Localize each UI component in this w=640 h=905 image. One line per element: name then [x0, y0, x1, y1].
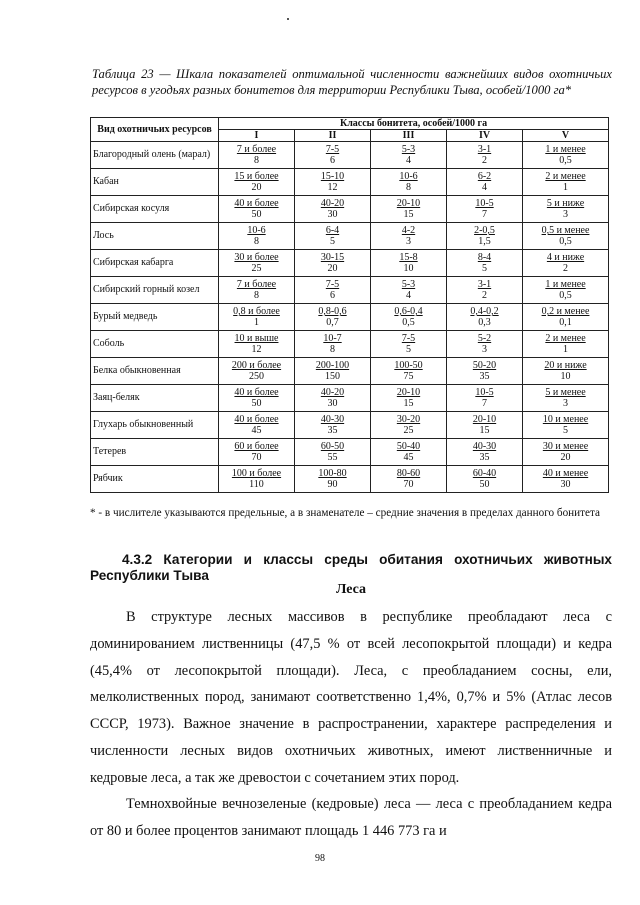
species-name: Сибирский горный козел	[91, 277, 219, 304]
limit-value: 7-5	[325, 144, 340, 155]
table-row	[91, 250, 609, 277]
limit-value: 20-10	[396, 198, 421, 209]
class-header: II	[295, 130, 371, 142]
average-value: 50	[251, 209, 262, 220]
table-row	[91, 439, 609, 466]
species-name: Глухарь обыкновенный	[91, 412, 219, 439]
species-name: Соболь	[91, 331, 219, 358]
table-row	[91, 331, 609, 358]
average-value: 2	[482, 155, 487, 166]
limit-value: 10-5	[475, 387, 494, 398]
bonitet-cell	[295, 358, 371, 385]
class-header: V	[523, 130, 609, 142]
bonitet-cell	[523, 277, 609, 304]
bonitet-cell	[295, 223, 371, 250]
average-value: 6	[330, 290, 335, 301]
average-value: 4	[406, 155, 411, 166]
average-value: 10	[560, 371, 571, 382]
average-value: 8	[254, 155, 259, 166]
average-value: 0,5	[559, 290, 572, 301]
average-value: 8	[254, 290, 259, 301]
average-value: 10	[403, 263, 414, 274]
limit-value: 0,2 и менее	[541, 306, 590, 317]
bonitet-cell	[295, 169, 371, 196]
bonitet-cell	[371, 142, 447, 169]
bonitet-cell	[219, 331, 295, 358]
bonitet-cell	[447, 196, 523, 223]
limit-value: 10 и выше	[234, 333, 279, 344]
average-value: 4	[482, 182, 487, 193]
bonitet-cell	[371, 223, 447, 250]
limit-value: 50-20	[472, 360, 497, 371]
bonitet-cell	[447, 223, 523, 250]
bonitet-cell	[447, 439, 523, 466]
limit-value: 30 и более	[234, 252, 279, 263]
bonitet-cell	[447, 412, 523, 439]
bonitet-cell	[219, 412, 295, 439]
table-row	[91, 385, 609, 412]
average-value: 12	[327, 182, 338, 193]
limit-value: 5-3	[401, 144, 416, 155]
average-value: 5	[330, 236, 335, 247]
bonitet-cell	[523, 223, 609, 250]
bonitet-cell	[219, 358, 295, 385]
limit-value: 20-10	[396, 387, 421, 398]
average-value: 15	[479, 425, 490, 436]
bonitet-cell	[523, 331, 609, 358]
bonitet-cell	[523, 250, 609, 277]
limit-value: 10-7	[323, 333, 342, 344]
scan-dot	[287, 18, 289, 20]
table-row	[91, 169, 609, 196]
bonitet-cell	[295, 439, 371, 466]
paragraph: В структуре лесных массивов в республике преобладают леса с доминированием лиственницы (47,5 % от всей лесопокрытой площади) и кедра (45,4% от лесопокрытой площади). Леса, с преобладанием сосны, ели, мелколиственных пород, занимают соответственно 1,4%, 0,7% и 5% (Атлас лесов СССР, 1973). Важное значение в распространении, характере распределения и численности лесных видов охотничьих животных, имеют лиственничные и кедровые леса, а так же древостои с сочетанием этих пород.	[90, 609, 612, 786]
average-value: 5	[406, 344, 411, 355]
limit-value: 40 и более	[234, 198, 279, 209]
limit-value: 7-5	[325, 279, 340, 290]
average-value: 20	[560, 452, 571, 463]
bonitet-cell	[219, 466, 295, 493]
classes-header: Классы бонитета, особей/1000 га	[219, 118, 609, 130]
average-value: 1,5	[478, 236, 491, 247]
bonitet-cell	[295, 385, 371, 412]
bonitet-cell	[295, 412, 371, 439]
bonitet-cell	[295, 277, 371, 304]
limit-value: 7 и более	[236, 144, 277, 155]
average-value: 15	[403, 209, 414, 220]
bonitet-cell	[219, 223, 295, 250]
bonitet-cell	[219, 277, 295, 304]
limit-value: 60-40	[472, 468, 497, 479]
average-value: 35	[479, 371, 490, 382]
bonitet-cell	[219, 304, 295, 331]
average-value: 3	[482, 344, 487, 355]
bonitet-cell	[523, 358, 609, 385]
average-value: 25	[403, 425, 414, 436]
bonitet-cell	[523, 466, 609, 493]
limit-value: 8-4	[477, 252, 492, 263]
table-row	[91, 466, 609, 493]
page-number: 98	[315, 853, 325, 864]
table-row	[91, 223, 609, 250]
bonitet-cell	[447, 250, 523, 277]
limit-value: 10-6	[399, 171, 418, 182]
table-row	[91, 142, 609, 169]
bonitet-cell	[219, 169, 295, 196]
bonitet-cell	[371, 385, 447, 412]
limit-value: 7-5	[401, 333, 416, 344]
bonitet-cell	[523, 385, 609, 412]
bonitet-cell	[371, 466, 447, 493]
bonitet-cell	[295, 250, 371, 277]
limit-value: 30-15	[320, 252, 345, 263]
limit-value: 15 и более	[234, 171, 279, 182]
limit-value: 5-2	[477, 333, 492, 344]
bonitet-cell	[447, 331, 523, 358]
average-value: 0,5	[559, 155, 572, 166]
limit-value: 40 и более	[234, 414, 279, 425]
limit-value: 2 и менее	[545, 171, 586, 182]
bonitet-cell	[371, 412, 447, 439]
bonitet-cell	[447, 466, 523, 493]
average-value: 150	[325, 371, 340, 382]
paragraph: Темнохвойные вечнозеленые (кедровые) леса — леса с преобладанием кедра от 80 и более процентов занимают площадь 1 446 773 га и	[90, 796, 612, 839]
limit-value: 5-3	[401, 279, 416, 290]
table-body	[91, 142, 609, 493]
bonitet-cell	[523, 304, 609, 331]
average-value: 20	[251, 182, 262, 193]
average-value: 0,3	[478, 317, 491, 328]
average-value: 20	[327, 263, 338, 274]
table-caption: Таблица 23 — Шкала показателей оптимальной численности важнейших видов охотничьих ресурсов в угодьях разных бонитетов для территории Республики Тыва, особей/1000 га*	[92, 67, 612, 97]
limit-value: 6-4	[325, 225, 340, 236]
average-value: 0,5	[402, 317, 415, 328]
bonitet-cell	[523, 439, 609, 466]
average-value: 3	[563, 209, 569, 220]
table-row	[91, 304, 609, 331]
limit-value: 10-5	[475, 198, 494, 209]
average-value: 7	[482, 209, 487, 220]
limit-value: 5 и ниже	[546, 198, 585, 209]
bonitet-cell	[371, 331, 447, 358]
average-value: 50	[251, 398, 262, 409]
bonitet-cell	[523, 142, 609, 169]
limit-value: 1 и менее	[545, 144, 586, 155]
bonitet-cell	[523, 196, 609, 223]
average-value: 35	[327, 425, 338, 436]
average-value: 25	[251, 263, 262, 274]
limit-value: 0,8-0,6	[318, 306, 347, 317]
average-value: 12	[251, 344, 262, 355]
bonitet-cell	[219, 142, 295, 169]
limit-value: 4-2	[401, 225, 416, 236]
limit-value: 40-20	[320, 387, 345, 398]
average-value: 0,5	[559, 236, 572, 247]
average-value: 30	[560, 479, 571, 490]
limit-value: 40-20	[320, 198, 345, 209]
limit-value: 0,5 и менее	[541, 225, 590, 236]
bonitet-cell	[371, 358, 447, 385]
table-row	[91, 358, 609, 385]
bonitet-cell	[295, 196, 371, 223]
species-name: Сибирская косуля	[91, 196, 219, 223]
bonitet-cell	[447, 142, 523, 169]
limit-value: 2 и менее	[545, 333, 586, 344]
species-name: Бурый медведь	[91, 304, 219, 331]
bonitet-cell	[371, 196, 447, 223]
bonitet-cell	[371, 277, 447, 304]
average-value: 8	[254, 236, 259, 247]
limit-value: 15-10	[320, 171, 345, 182]
limit-value: 0,8 и более	[233, 306, 280, 317]
average-value: 90	[327, 479, 338, 490]
species-name: Благородный олень (марал)	[91, 142, 219, 169]
bonitet-cell	[295, 304, 371, 331]
limit-value: 100 и более	[231, 468, 282, 479]
average-value: 2	[482, 290, 487, 301]
limit-value: 60-50	[320, 441, 345, 452]
limit-value: 4 и ниже	[546, 252, 585, 263]
table-row	[91, 196, 609, 223]
average-value: 70	[251, 452, 262, 463]
class-header: I	[219, 130, 295, 142]
average-value: 1	[563, 182, 569, 193]
average-value: 0,7	[326, 317, 339, 328]
table-row	[91, 277, 609, 304]
bonitet-cell	[523, 169, 609, 196]
limit-value: 10 и менее	[542, 414, 589, 425]
limit-value: 2-0,5	[474, 225, 495, 236]
average-value: 250	[249, 371, 264, 382]
species-header: Вид охотничьих ресурсов	[91, 118, 219, 142]
average-value: 8	[330, 344, 335, 355]
limit-value: 200 и более	[231, 360, 282, 371]
limit-value: 7 и более	[236, 279, 277, 290]
bonitet-table	[90, 117, 609, 493]
bonitet-cell	[219, 250, 295, 277]
bonitet-cell	[219, 439, 295, 466]
bonitet-cell	[447, 277, 523, 304]
species-name: Заяц-беляк	[91, 385, 219, 412]
limit-value: 40 и более	[234, 387, 279, 398]
average-value: 3	[406, 236, 411, 247]
average-value: 55	[327, 452, 338, 463]
species-name: Белка обыкновенная	[91, 358, 219, 385]
limit-value: 3-1	[477, 279, 492, 290]
bonitet-cell	[447, 385, 523, 412]
bonitet-cell	[447, 304, 523, 331]
limit-value: 100-80	[318, 468, 347, 479]
average-value: 30	[327, 398, 338, 409]
average-value: 110	[249, 479, 264, 490]
bonitet-cell	[295, 142, 371, 169]
bonitet-cell	[371, 439, 447, 466]
average-value: 2	[563, 263, 569, 274]
limit-value: 1 и менее	[545, 279, 586, 290]
limit-value: 40-30	[472, 441, 497, 452]
limit-value: 30 и менее	[542, 441, 589, 452]
species-name: Лось	[91, 223, 219, 250]
bonitet-cell	[295, 466, 371, 493]
average-value: 45	[251, 425, 262, 436]
average-value: 30	[327, 209, 338, 220]
limit-value: 5 и менее	[545, 387, 586, 398]
average-value: 5	[482, 263, 487, 274]
bonitet-cell	[371, 250, 447, 277]
table-row	[91, 412, 609, 439]
limit-value: 40-30	[320, 414, 345, 425]
limit-value: 30-20	[396, 414, 421, 425]
limit-value: 20-10	[472, 414, 497, 425]
average-value: 45	[403, 452, 414, 463]
class-header: III	[371, 130, 447, 142]
species-name: Кабан	[91, 169, 219, 196]
average-value: 70	[403, 479, 414, 490]
bonitet-cell	[371, 304, 447, 331]
bonitet-cell	[219, 196, 295, 223]
limit-value: 100-50	[394, 360, 423, 371]
species-name: Тетерев	[91, 439, 219, 466]
species-name: Сибирская кабарга	[91, 250, 219, 277]
section-heading: 4.3.2 Категории и классы среды обитания охотничьих животных Республики Тыва	[90, 552, 612, 583]
average-value: 15	[403, 398, 414, 409]
average-value: 50	[479, 479, 490, 490]
limit-value: 3-1	[477, 144, 492, 155]
limit-value: 40 и менее	[542, 468, 589, 479]
average-value: 75	[403, 371, 414, 382]
limit-value: 50-40	[396, 441, 421, 452]
limit-value: 20 и ниже	[544, 360, 587, 371]
average-value: 5	[563, 425, 569, 436]
footnote: * - в числителе указываются предельные, а в знаменателе – средние значения в пределах данного бонитета	[90, 507, 601, 519]
species-name: Рябчик	[91, 466, 219, 493]
bonitet-cell	[523, 412, 609, 439]
subheading: Леса	[335, 582, 367, 597]
limit-value: 200-100	[315, 360, 350, 371]
limit-value: 10-6	[247, 225, 266, 236]
average-value: 1	[254, 317, 259, 328]
bonitet-cell	[371, 169, 447, 196]
average-value: 1	[563, 344, 569, 355]
limit-value: 80-60	[396, 468, 421, 479]
average-value: 3	[563, 398, 569, 409]
average-value: 7	[482, 398, 487, 409]
average-value: 0,1	[559, 317, 572, 328]
average-value: 8	[406, 182, 411, 193]
average-value: 6	[330, 155, 335, 166]
average-value: 35	[479, 452, 490, 463]
bonitet-cell	[219, 385, 295, 412]
bonitet-cell	[447, 169, 523, 196]
class-header: IV	[447, 130, 523, 142]
limit-value: 0,4-0,2	[470, 306, 499, 317]
bonitet-cell	[295, 331, 371, 358]
limit-value: 6-2	[477, 171, 492, 182]
limit-value: 60 и более	[234, 441, 279, 452]
bonitet-cell	[447, 358, 523, 385]
limit-value: 0,6-0,4	[394, 306, 423, 317]
average-value: 4	[406, 290, 411, 301]
limit-value: 15-8	[399, 252, 418, 263]
